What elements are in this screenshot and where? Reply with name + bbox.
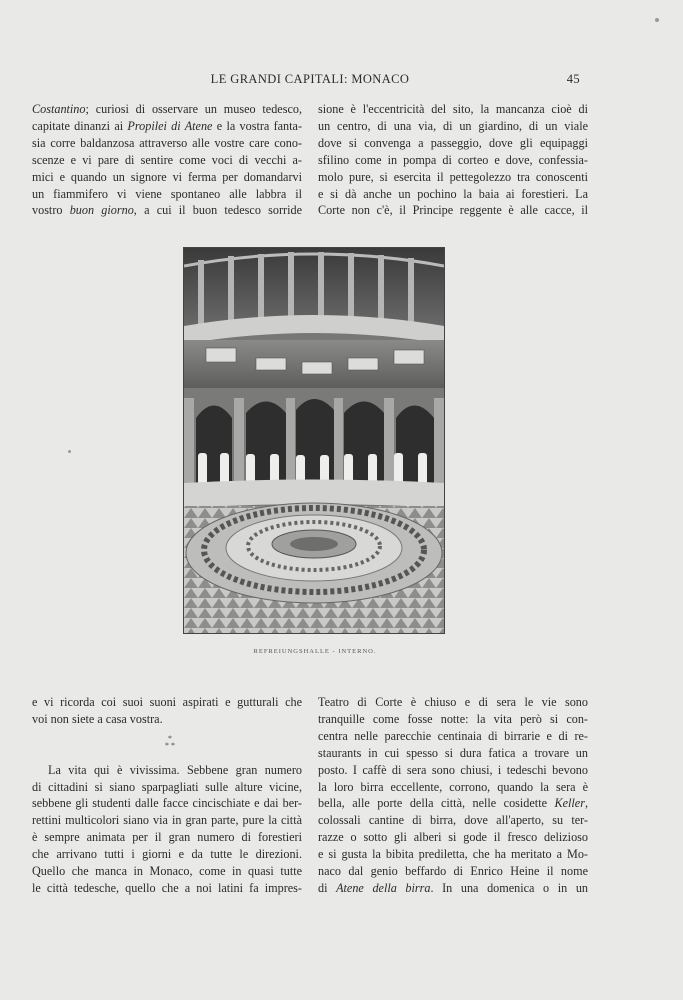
text-line: dove si convenga a passeggio, dove gli equipaggi: [318, 135, 588, 150]
text-line: scenze e vi pare di sentire come voci di vecchi a-: [32, 152, 302, 167]
text-line: naco dal genio beffardo di Enrico Heine il nome: [318, 864, 588, 879]
paper-speck: [655, 18, 659, 22]
page-number: 45: [566, 72, 580, 86]
text-line: colossali cantine di birra, dove all'aperto, su ter-: [318, 813, 588, 828]
text-line: di Atene della birra. In una domenica o in un: [318, 880, 588, 895]
text-line: sia corre baldanzosa attraverso alle vostre care cono-: [32, 135, 302, 150]
text-line: sfilino come in pompa di corteo e dove, confessia-: [318, 152, 588, 167]
text-line: Quello che manca in Monaco, come in quasi tutte: [32, 864, 302, 879]
text-line: centra nelle parecchie centinaia di birrarie e di re-: [318, 728, 588, 743]
text-line: le città tedesche, quello che a noi latini fa impres-: [32, 880, 302, 895]
text-line: voi non siete a casa vostra.: [32, 711, 163, 726]
text-column-bottom-right: [318, 694, 588, 897]
photo-drawing: [184, 248, 444, 633]
text-line: Teatro di Corte è chiuso e di sera le vie sono: [318, 695, 588, 709]
asterism-top-star: *: [168, 734, 172, 743]
asterism-separator: [150, 735, 190, 749]
paper-speck: [68, 450, 71, 453]
running-header: [0, 72, 683, 90]
text-line: staurants in cui spesso si dura fatica a trovare un: [318, 745, 588, 760]
running-title: LE GRANDI CAPITALI: MONACO: [210, 72, 410, 86]
text-line: e si dà anche un pochino la baia ai forestieri. La: [318, 186, 588, 201]
text-line: Corte non c'è, il Principe reggente è alle cacce, il: [318, 203, 588, 218]
text-line: tranquille come fosse notte: la vita però si con-: [318, 711, 588, 726]
text-line: sione è l'eccentricità del sito, la mancanza cioè di: [318, 102, 588, 116]
text-line: e vi ricorda coi suoi suoni aspirati e gutturali che: [32, 695, 302, 709]
text-line: rettini multicolori siano via in gran parte, pure la città: [32, 813, 302, 828]
text-line: un centro, di una via, di un giardino, di un viale: [318, 118, 588, 133]
text-line: razze o sotto gli alberi si gode il fresco delizioso: [318, 830, 588, 845]
text-line: sebbene gli studenti dalle facce cincischiate e dai ber-: [32, 796, 302, 811]
text-line: un fiammifero vi viene spontaneo alle labbra il: [32, 186, 302, 201]
text-line: che arrivano tutti i giorni e da tutte le direzioni.: [32, 847, 302, 862]
rotunda-interior-photo: [183, 247, 445, 634]
text-column-top-right: [318, 101, 588, 219]
text-column-top-left: [32, 101, 302, 219]
text-line: molo pure, si esercita il pettegolezzo tra conoscenti: [318, 169, 588, 184]
text-line: bella, alle porte della città, nelle cosidette Keller,: [318, 796, 588, 811]
text-line: e si gusta la bibita prediletta, che ha meritato a Mo-: [318, 847, 588, 862]
text-line: mici e quando un signore vi ferma per domandarvi: [32, 169, 302, 184]
asterism-bottom-stars: * *: [165, 741, 175, 750]
text-line: la loro birra eccellente, corrono, quando la sera è: [318, 779, 588, 794]
text-line: La vita qui è vivissima. Sebbene gran numero: [48, 762, 302, 777]
text-line: vostro buon giorno, a cui il buon tedesco sorride: [32, 203, 302, 218]
text-line: capitate dinanzi ai Propilei di Atene e la vostra fanta-: [32, 118, 302, 133]
figure-caption: REFREIUNGSHALLE - INTERNO.: [253, 648, 377, 655]
text-line: è sempre animata per il gran numero di forestieri: [32, 830, 302, 845]
text-line: Costantino; curiosi di osservare un museo tedesco,: [32, 102, 302, 116]
text-line: posto. I caffè di sera sono chiusi, i tedeschi bevono: [318, 762, 588, 777]
text-column-bottom-left: [32, 694, 302, 897]
text-line: di cittadini si siano sparpagliati sulle alture vicine,: [32, 779, 302, 794]
